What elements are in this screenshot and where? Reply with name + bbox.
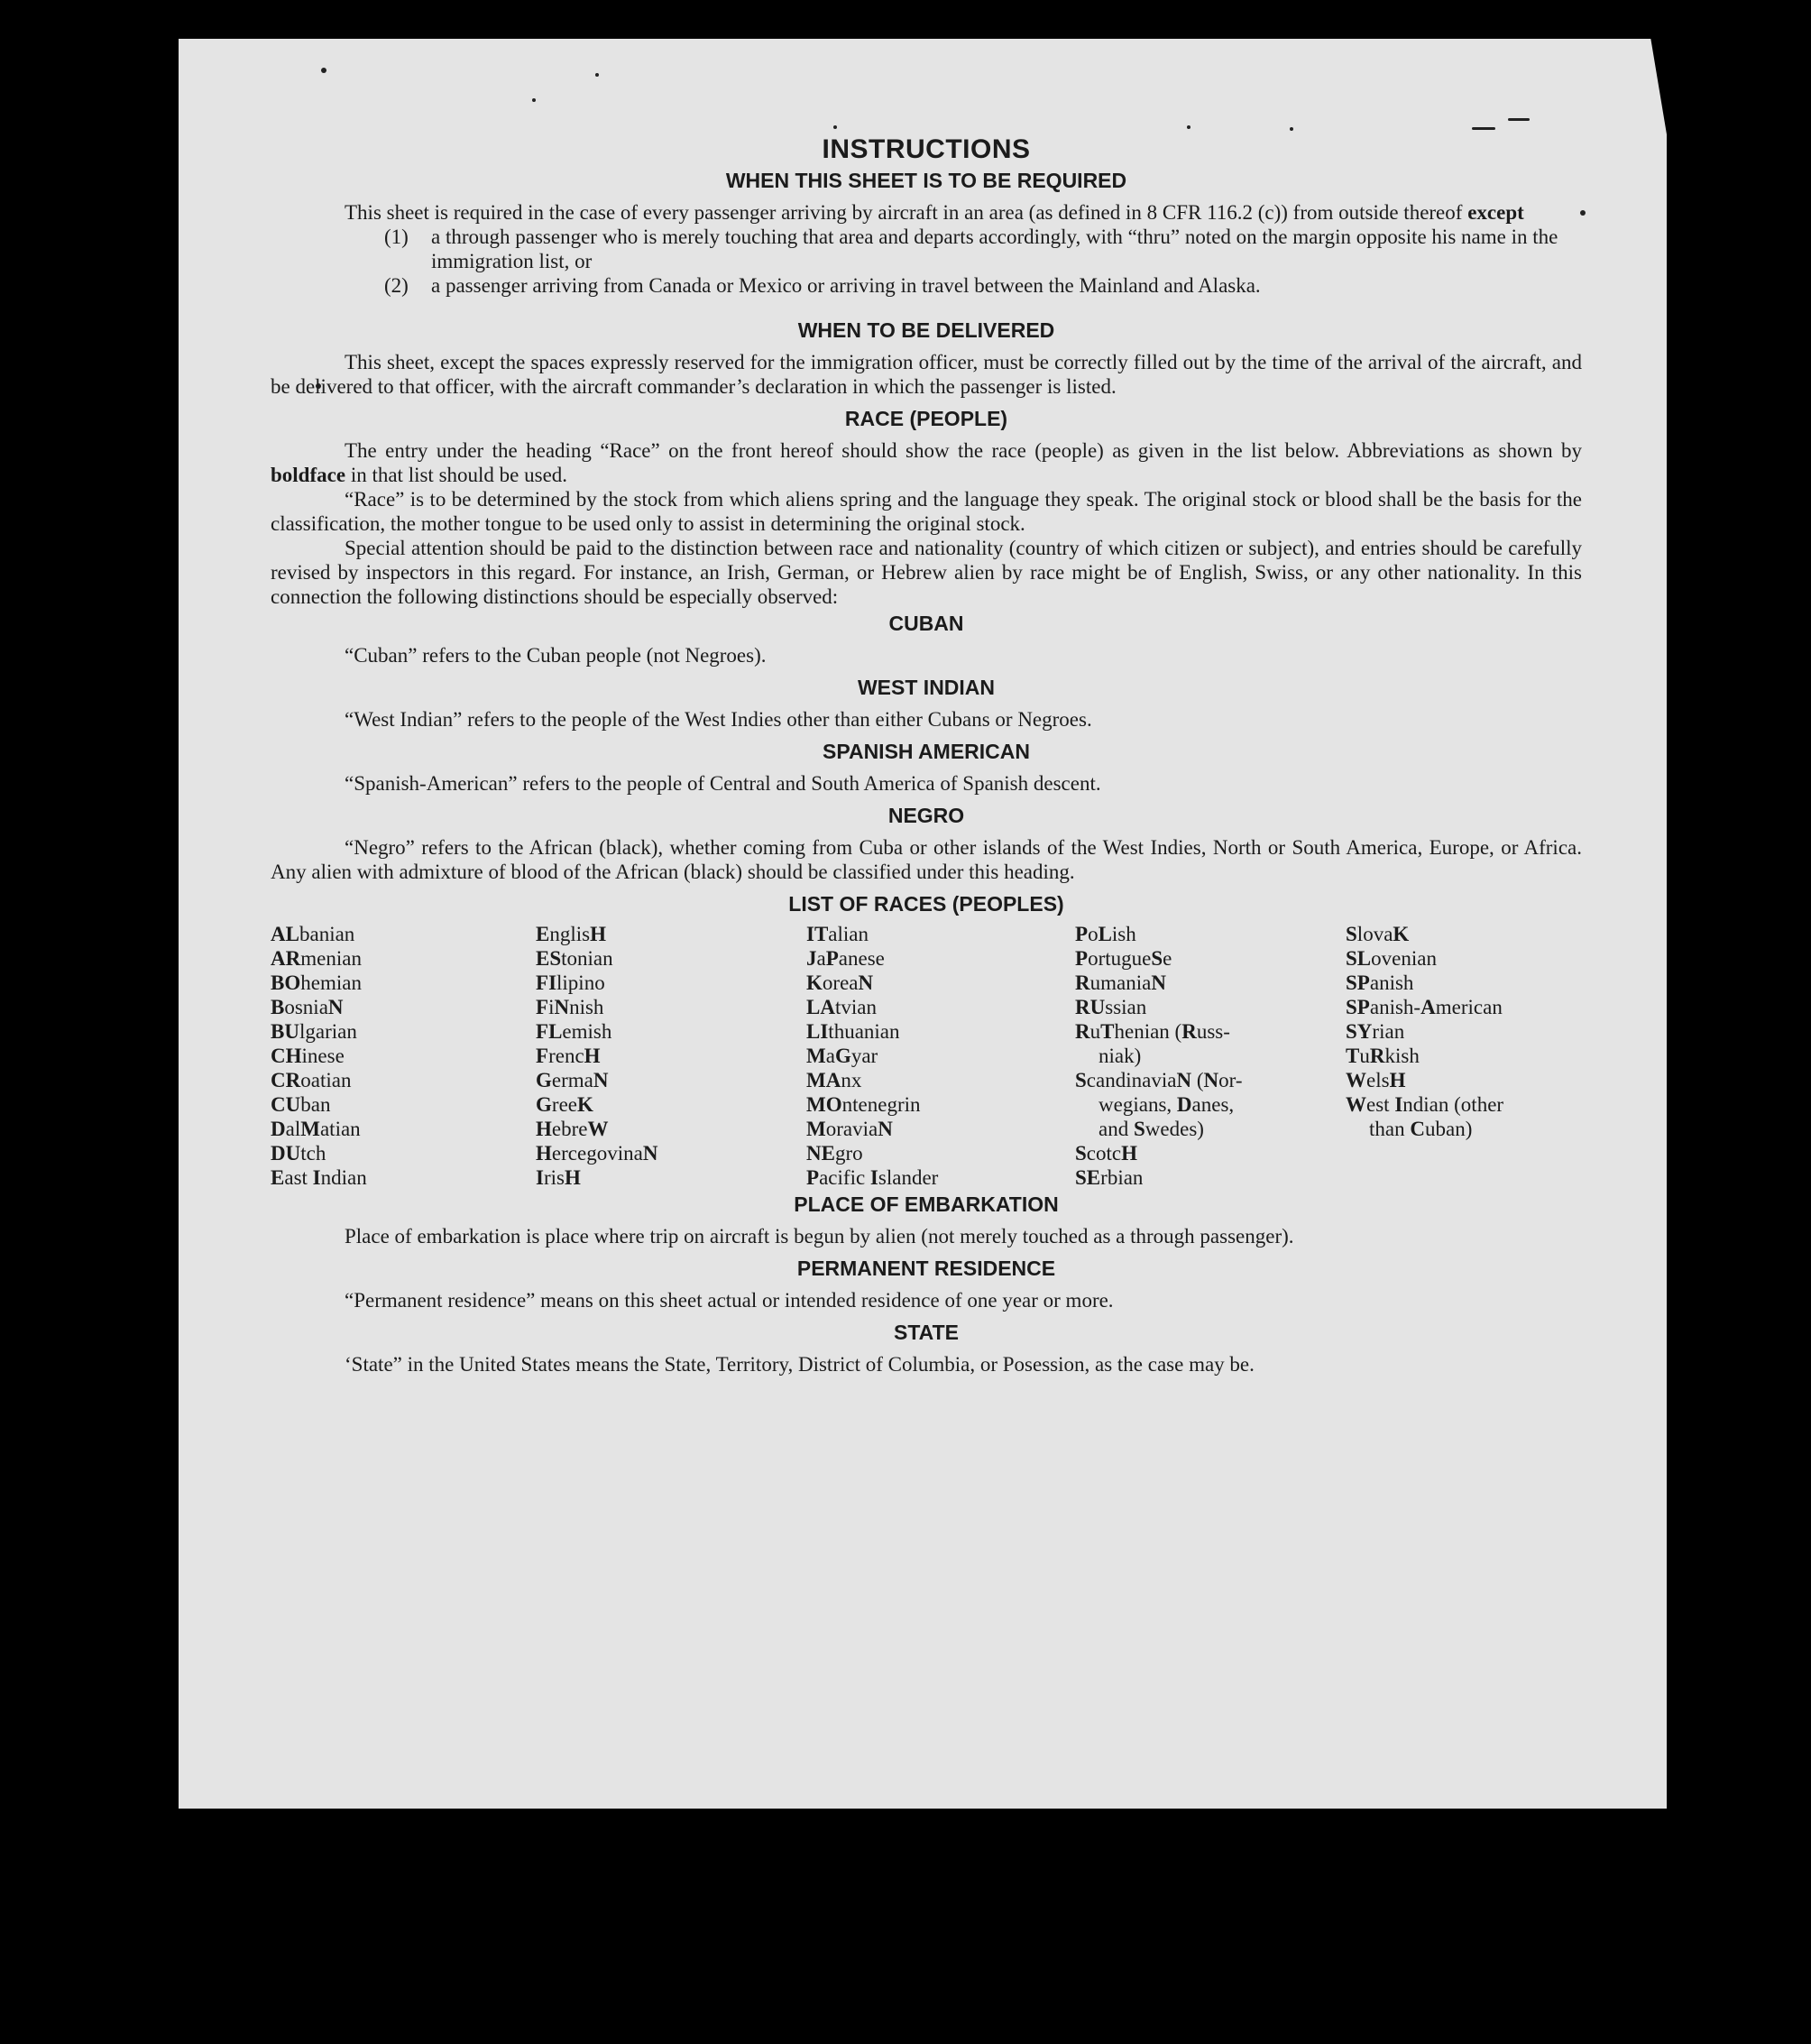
race-entry: MoraviaN	[806, 1118, 893, 1140]
race-entry: CUban	[271, 1093, 331, 1116]
race-entry: BOhemian	[271, 971, 362, 994]
race-entry: MaGyar	[806, 1045, 878, 1067]
race-entry: PoLish	[1075, 923, 1136, 945]
heading-list-of-races: LIST OF RACES (PEOPLES)	[788, 892, 1064, 916]
race-entry: LIthuanian	[806, 1020, 900, 1043]
residence-text: “Permanent residence” means on this sheet actual or intended residence of one year or more.	[345, 1289, 1114, 1312]
race-column-2	[536, 922, 806, 1190]
race-entry: CRoatian	[271, 1069, 352, 1091]
race-entry: SLovenian	[1346, 947, 1437, 970]
race-entry: ARmenian	[271, 947, 362, 970]
heading-spanish-american: SPANISH AMERICAN	[822, 740, 1030, 763]
race-column-4	[1075, 922, 1346, 1190]
race-entry: RumaniaN	[1075, 971, 1166, 994]
race-entry: SYrian	[1346, 1020, 1405, 1043]
race-column-5	[1346, 922, 1582, 1190]
race-entry: RuThenian (Russ-	[1075, 1020, 1230, 1043]
spanish-american-text: “Spanish-American” refers to the people of Central and South America of Spanish descent.	[345, 772, 1101, 795]
race-entry: KoreaN	[806, 971, 874, 994]
race-entry: EnglisH	[536, 923, 606, 945]
race-entry: ScandinaviaN (Nor-	[1075, 1069, 1243, 1091]
heading-cuban: CUBAN	[888, 612, 964, 635]
race-entry: DUtch	[271, 1142, 326, 1165]
embarkation-text: Place of embarkation is place where trip on aircraft is begun by alien (not merely touched as a through passenger).	[345, 1225, 1294, 1248]
race-entry-continued: wegians, Danes,	[1099, 1093, 1235, 1116]
race-entry: BUlgarian	[271, 1020, 357, 1043]
heading-permanent-residence: PERMANENT RESIDENCE	[796, 1257, 1056, 1280]
race-entry: FiNnish	[536, 996, 604, 1018]
race-entry: RUssian	[1075, 996, 1147, 1018]
heading-negro: NEGRO	[887, 804, 965, 827]
exception-item: (1) a through passenger who is merely touching that area and departs accordingly, with “thru” noted on the margin opposite his name in the immigration list, or	[384, 226, 1558, 272]
race-entry: ITalian	[806, 923, 869, 945]
race-entry: FIlipino	[536, 971, 605, 994]
race-entry: IrisH	[536, 1166, 581, 1189]
race-entry: EStonian	[536, 947, 613, 970]
heading-required: WHEN THIS SHEET IS TO BE REQUIRED	[725, 169, 1127, 192]
race-entry: TuRkish	[1346, 1045, 1420, 1067]
race-entry: FLemish	[536, 1020, 612, 1043]
race-entry-continued: than Cuban)	[1369, 1118, 1473, 1140]
west-indian-text: “West Indian” refers to the people of the West Indies other than either Cubans or Negroes.	[345, 708, 1092, 731]
race-list	[271, 922, 1582, 1190]
race-entry: DalMatian	[271, 1118, 361, 1140]
race-entry: ScotcH	[1075, 1142, 1138, 1165]
page-title: INSTRUCTIONS	[822, 134, 1031, 164]
race-entry: SPanish	[1346, 971, 1414, 994]
race-entry: MAnx	[806, 1069, 862, 1091]
race-entry: SPanish-American	[1346, 996, 1503, 1018]
required-intro: This sheet is required in the case of every passenger arriving by aircraft in an area (as defined in 8 CFR 116.2 (c)) from outside thereof except	[345, 201, 1524, 224]
instructions-content	[271, 134, 1582, 1376]
race-entry: HercegovinaN	[536, 1142, 658, 1165]
race-entry: PortugueSe	[1075, 947, 1172, 970]
race-entry: ALbanian	[271, 923, 355, 945]
heading-delivered: WHEN TO BE DELIVERED	[797, 318, 1055, 342]
race-entry: SlovaK	[1346, 923, 1410, 945]
race-paragraph-2: “Race” is to be determined by the stock from which aliens spring and the language they speak. The original stock or blood shall be the basis for the classification, the mother tongue to be used only to assist in determining the original stock.	[271, 488, 1582, 535]
heading-race: RACE (PEOPLE)	[844, 407, 1008, 430]
race-entry: GermaN	[536, 1069, 609, 1091]
race-entry: LAtvian	[806, 996, 877, 1018]
state-text: ‘State” in the United States means the State, Territory, District of Columbia, or Posession, as the case may be.	[345, 1353, 1255, 1376]
delivered-text: This sheet, except the spaces expressly reserved for the immigration officer, must be correctly filled out by the time of the arrival of the aircraft, and be delivered to that officer, with the aircraft commander’s declaration in which the passenger is listed.	[271, 351, 1582, 398]
document-sheet	[179, 39, 1667, 1809]
race-entry: NEgro	[806, 1142, 863, 1165]
race-paragraph-3: Special attention should be paid to the distinction between race and nationality (country of which citizen or subject), and entries should be carefully revised by inspectors in this regard. For instance, an Irish, German, or Hebrew alien by race might be of English, Swiss, or any other nationality. In this connection the following distinctions should be especially observed:	[271, 537, 1582, 608]
race-entry: FrencH	[536, 1045, 601, 1067]
race-entry: BosniaN	[271, 996, 344, 1018]
race-entry: WelsH	[1346, 1069, 1406, 1091]
race-entry: Pacific Islander	[806, 1166, 939, 1189]
heading-embarkation: PLACE OF EMBARKATION	[794, 1192, 1059, 1216]
heading-west-indian: WEST INDIAN	[857, 676, 996, 699]
race-paragraph-1: The entry under the heading “Race” on the front hereof should show the race (people) as given in the list below. Abbreviations as shown by boldface in that list should be used.	[271, 439, 1582, 486]
race-entry: MOntenegrin	[806, 1093, 921, 1116]
race-column-3	[806, 922, 1075, 1190]
race-entry: East Indian	[271, 1166, 367, 1189]
race-entry: West Indian (other	[1346, 1093, 1504, 1116]
exception-item: (2) a passenger arriving from Canada or Mexico or arriving in travel between the Mainland and Alaska.	[384, 274, 1261, 297]
heading-state: STATE	[894, 1321, 959, 1344]
race-entry: HebreW	[536, 1118, 609, 1140]
race-entry: JaPanese	[806, 947, 885, 970]
race-entry-continued: niak)	[1099, 1045, 1142, 1067]
race-entry: GreeK	[536, 1093, 593, 1116]
cuban-text: “Cuban” refers to the Cuban people (not Negroes).	[345, 644, 767, 667]
exception-list	[384, 225, 1582, 298]
race-column-1	[271, 922, 536, 1190]
race-entry: SErbian	[1075, 1166, 1144, 1189]
race-entry: CHinese	[271, 1045, 345, 1067]
race-entry-continued: and Swedes)	[1099, 1118, 1204, 1140]
negro-text: “Negro” refers to the African (black), whether coming from Cuba or other islands of the West Indies, North or South America, Europe, or Africa. Any alien with admixture of blood of the African (black) should be classified under this heading.	[271, 836, 1582, 883]
